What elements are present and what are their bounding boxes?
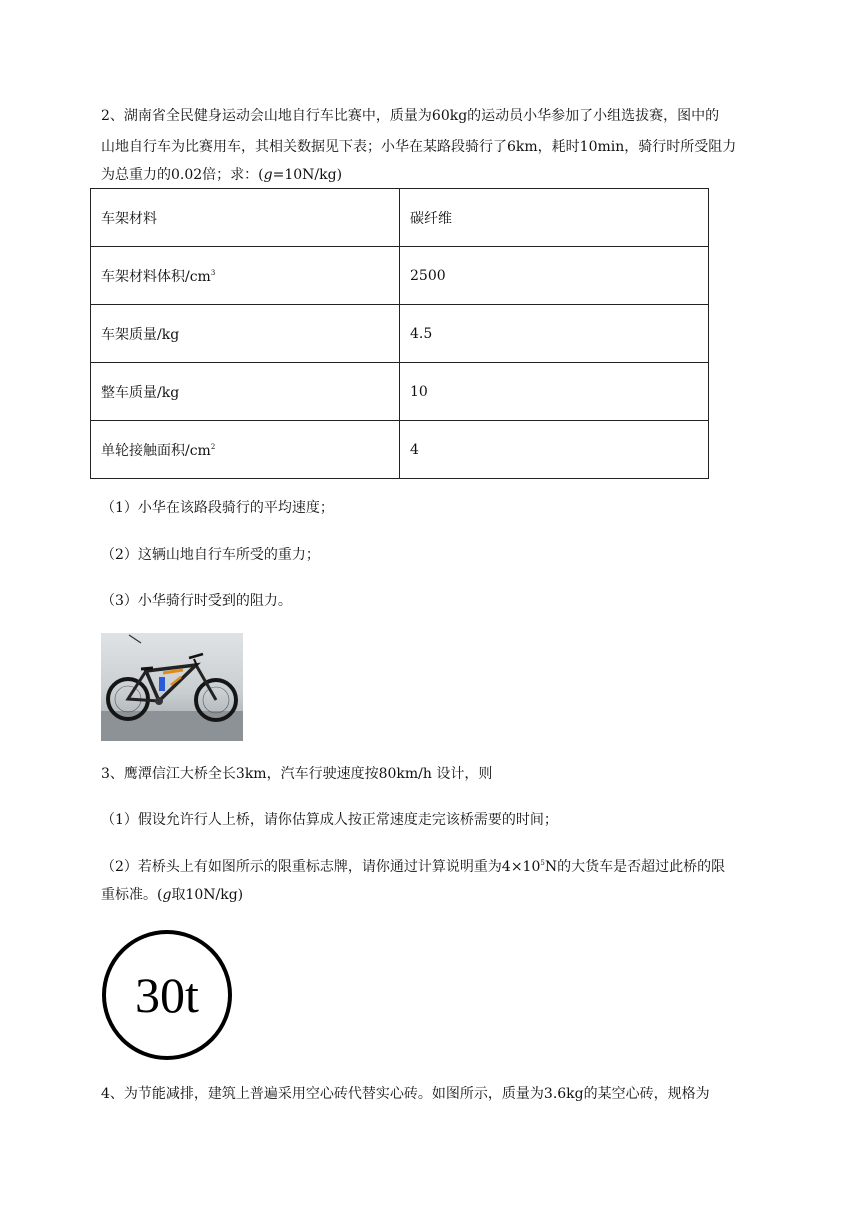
mountain-bike-photo	[101, 633, 243, 741]
row-value: 4	[400, 421, 709, 479]
q3-sub-1: （1）假设允许行人上桥，请你估算成人按正常速度走完该桥需要的时间；	[101, 812, 558, 828]
q3-sub-2-line-2	[101, 885, 243, 905]
row-label: 车架质量/kg	[91, 305, 400, 363]
table-row	[91, 363, 709, 421]
weight-limit-sign	[100, 928, 234, 1062]
q2-gravity-symbol: g	[263, 167, 273, 183]
q2-sub-2: （2）这辆山地自行车所受的重力；	[101, 547, 320, 563]
row-label: 整车质量/kg	[91, 363, 400, 421]
row-label: 车架材料	[91, 189, 400, 247]
unit-exponent: 2	[210, 442, 216, 451]
q3-sub-2-post: N的大货车是否超过此桥的限	[544, 859, 726, 875]
table-row	[91, 189, 709, 247]
q3-line-1: 3、鹰潭信江大桥全长3km，汽车行驶速度按80km/h 设计，则	[101, 766, 493, 782]
q3-gravity-symbol: g	[162, 887, 172, 903]
bike-data-table	[90, 188, 709, 479]
q2-sub-3: （3）小华骑行时受到的阻力。	[101, 593, 292, 609]
row-value: 碳纤维	[400, 189, 709, 247]
row-value: 4.5	[400, 305, 709, 363]
q3-sub-2-pre: （2）若桥头上有如图所示的限重标志牌，请你通过计算说明重为4×10	[101, 859, 541, 875]
row-value: 2500	[400, 247, 709, 305]
q2-line-1: 2、湖南省全民健身运动会山地自行车比赛中，质量为60kg的运动员小华参加了小组选拔赛，图中的	[101, 108, 720, 124]
unit-exponent: 3	[210, 268, 216, 277]
table-row	[91, 247, 709, 305]
q3-sub-2-line-2-post: 取10N/kg)	[171, 887, 244, 903]
row-value: 10	[400, 363, 709, 421]
q2-line-3-post: =10N/kg)	[272, 167, 343, 183]
q2-line-2: 山地自行车为比赛用车，其相关数据见下表；小华在某路段骑行了6km，耗时10min，骑行时所受阻力	[101, 139, 737, 155]
q4-line-1: 4、为节能减排，建筑上普遍采用空心砖代替实心砖。如图所示，质量为3.6kg的某空心砖，规格为	[101, 1086, 710, 1102]
table-row	[91, 421, 709, 479]
row-label: 车架材料体积$/cm^3$	[91, 247, 400, 305]
weight-limit-label: 30t	[135, 967, 199, 1023]
q2-sub-1: （1）小华在该路段骑行的平均速度；	[101, 500, 334, 516]
power-exponent: 5	[540, 859, 545, 867]
row-label: 单轮接触面积$/cm^2$	[91, 421, 400, 479]
q3-sub-2-line-2-pre: 重标准。(	[101, 887, 163, 903]
q2-line-3-pre: 为总重力的0.02倍；求：(	[101, 167, 264, 183]
q3-sub-2-line-1	[101, 857, 725, 877]
table-row	[91, 305, 709, 363]
q2-line-3	[101, 165, 342, 185]
